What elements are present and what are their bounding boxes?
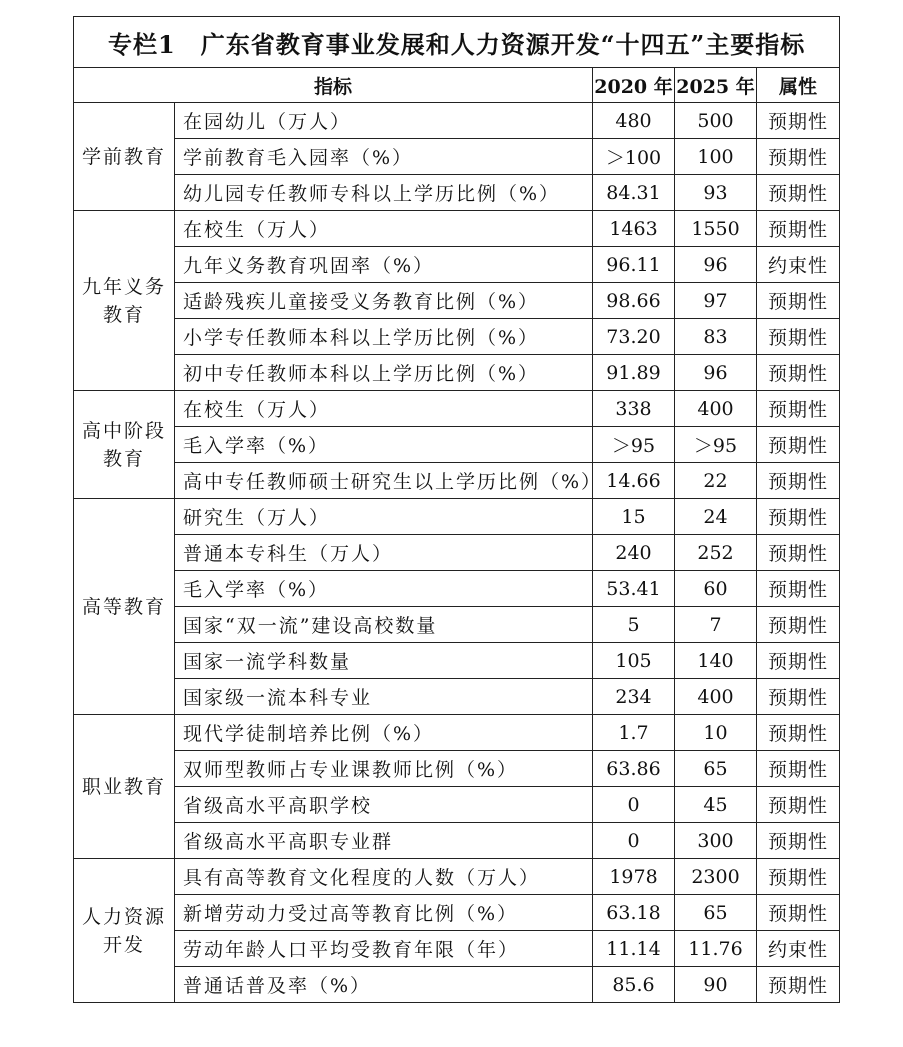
indicator-cell: 高中专任教师硕士研究生以上学历比例（%） [175, 463, 593, 499]
indicator-cell: 现代学徒制培养比例（%） [175, 715, 593, 751]
value-2025-cell: 2300 [675, 859, 757, 895]
property-cell: 预期性 [757, 391, 840, 427]
indicator-cell: 省级高水平高职学校 [175, 787, 593, 823]
indicator-cell: 新增劳动力受过高等教育比例（%） [175, 895, 593, 931]
value-2020-cell: ＞95 [593, 427, 675, 463]
property-cell: 预期性 [757, 499, 840, 535]
indicator-cell: 在校生（万人） [175, 391, 593, 427]
category-cell [74, 499, 175, 715]
property-cell: 预期性 [757, 787, 840, 823]
table-row [74, 427, 840, 463]
property-cell: 预期性 [757, 175, 840, 211]
property-cell: 预期性 [757, 751, 840, 787]
header-property: 属性 [757, 68, 840, 103]
value-2020-cell: 63.86 [593, 751, 675, 787]
property-cell: 约束性 [757, 931, 840, 967]
value-2020-cell: ＞100 [593, 139, 675, 175]
table-row [74, 679, 840, 715]
value-2025-cell: 93 [675, 175, 757, 211]
value-2025-cell: 100 [675, 139, 757, 175]
property-cell: 预期性 [757, 715, 840, 751]
property-cell: 约束性 [757, 247, 840, 283]
table-row [74, 211, 840, 247]
value-2025-cell: 65 [675, 895, 757, 931]
value-2020-cell: 5 [593, 607, 675, 643]
category-label: 人力资源开发 [82, 905, 167, 956]
table-row [74, 823, 840, 859]
table-row [74, 895, 840, 931]
table-row [74, 535, 840, 571]
category-label: 九年义务教育 [82, 275, 167, 326]
property-cell: 预期性 [757, 679, 840, 715]
indicator-cell: 学前教育毛入园率（%） [175, 139, 593, 175]
value-2020-cell: 15 [593, 499, 675, 535]
value-2025-cell: 83 [675, 319, 757, 355]
indicator-cell: 双师型教师占专业课教师比例（%） [175, 751, 593, 787]
indicator-cell: 国家“双一流”建设高校数量 [175, 607, 593, 643]
value-2025-cell: 252 [675, 535, 757, 571]
category-label: 职业教育 [81, 775, 166, 798]
category-cell [74, 715, 175, 859]
value-2020-cell: 14.66 [593, 463, 675, 499]
indicator-cell: 幼儿园专任教师专科以上学历比例（%） [175, 175, 593, 211]
value-2020-cell: 85.6 [593, 967, 675, 1003]
indicator-cell: 九年义务教育巩固率（%） [175, 247, 593, 283]
category-cell [74, 391, 175, 499]
property-cell: 预期性 [757, 427, 840, 463]
table-row [74, 571, 840, 607]
value-2025-cell: 400 [675, 679, 757, 715]
table-row [74, 283, 840, 319]
value-2025-cell: 300 [675, 823, 757, 859]
value-2020-cell: 91.89 [593, 355, 675, 391]
property-cell: 预期性 [757, 463, 840, 499]
property-cell: 预期性 [757, 103, 840, 139]
header-2025: 2025 年 [675, 68, 757, 103]
value-2025-cell: 500 [675, 103, 757, 139]
value-2020-cell: 63.18 [593, 895, 675, 931]
indicator-cell: 在园幼儿（万人） [175, 103, 593, 139]
property-cell: 预期性 [757, 283, 840, 319]
property-cell: 预期性 [757, 607, 840, 643]
table-body [74, 103, 840, 1003]
table-row [74, 967, 840, 1003]
value-2020-cell: 98.66 [593, 283, 675, 319]
table-row [74, 499, 840, 535]
value-2020-cell: 480 [593, 103, 675, 139]
value-2025-cell: 10 [675, 715, 757, 751]
property-cell: 预期性 [757, 823, 840, 859]
header-2020: 2020 年 [593, 68, 675, 103]
value-2020-cell: 96.11 [593, 247, 675, 283]
table-title: 专栏1 广东省教育事业发展和人力资源开发“十四五”主要指标 [74, 17, 840, 68]
table-row [74, 859, 840, 895]
indicator-table-document [73, 16, 839, 1003]
value-2025-cell: 140 [675, 643, 757, 679]
table-row [74, 751, 840, 787]
value-2025-cell: 1550 [675, 211, 757, 247]
table-row [74, 175, 840, 211]
value-2020-cell: 0 [593, 823, 675, 859]
value-2025-cell: ＞95 [675, 427, 757, 463]
value-2025-cell: 96 [675, 247, 757, 283]
property-cell: 预期性 [757, 895, 840, 931]
value-2025-cell: 24 [675, 499, 757, 535]
property-cell: 预期性 [757, 859, 840, 895]
value-2020-cell: 0 [593, 787, 675, 823]
indicator-cell: 在校生（万人） [175, 211, 593, 247]
table-row [74, 319, 840, 355]
indicator-cell: 毛入学率（%） [175, 571, 593, 607]
table-row [74, 463, 840, 499]
value-2025-cell: 45 [675, 787, 757, 823]
indicator-cell: 省级高水平高职专业群 [175, 823, 593, 859]
header-indicator: 指标 [74, 68, 593, 103]
indicator-cell: 具有高等教育文化程度的人数（万人） [175, 859, 593, 895]
category-cell [74, 103, 175, 211]
category-label: 学前教育 [81, 145, 166, 168]
category-cell [74, 211, 175, 391]
category-cell [74, 859, 175, 1003]
value-2020-cell: 240 [593, 535, 675, 571]
property-cell: 预期性 [757, 643, 840, 679]
table-row [74, 355, 840, 391]
indicator-cell: 初中专任教师本科以上学历比例（%） [175, 355, 593, 391]
property-cell: 预期性 [757, 571, 840, 607]
value-2025-cell: 22 [675, 463, 757, 499]
value-2025-cell: 65 [675, 751, 757, 787]
indicator-cell: 普通话普及率（%） [175, 967, 593, 1003]
value-2020-cell: 234 [593, 679, 675, 715]
table-row [74, 643, 840, 679]
value-2020-cell: 338 [593, 391, 675, 427]
indicator-cell: 小学专任教师本科以上学历比例（%） [175, 319, 593, 355]
category-label: 高中阶段教育 [82, 419, 167, 470]
value-2020-cell: 84.31 [593, 175, 675, 211]
value-2020-cell: 105 [593, 643, 675, 679]
value-2020-cell: 1.7 [593, 715, 675, 751]
table-row [74, 787, 840, 823]
indicator-cell: 毛入学率（%） [175, 427, 593, 463]
property-cell: 预期性 [757, 967, 840, 1003]
table-row [74, 139, 840, 175]
category-label: 高等教育 [81, 595, 166, 618]
property-cell: 预期性 [757, 535, 840, 571]
property-cell: 预期性 [757, 355, 840, 391]
table-row [74, 103, 840, 139]
indicator-cell: 国家级一流本科专业 [175, 679, 593, 715]
value-2025-cell: 60 [675, 571, 757, 607]
table-row [74, 607, 840, 643]
table-row [74, 247, 840, 283]
indicator-cell: 研究生（万人） [175, 499, 593, 535]
indicator-table [73, 16, 840, 1003]
property-cell: 预期性 [757, 211, 840, 247]
value-2020-cell: 11.14 [593, 931, 675, 967]
value-2025-cell: 7 [675, 607, 757, 643]
property-cell: 预期性 [757, 139, 840, 175]
value-2025-cell: 96 [675, 355, 757, 391]
indicator-cell: 适龄残疾儿童接受义务教育比例（%） [175, 283, 593, 319]
value-2025-cell: 400 [675, 391, 757, 427]
value-2020-cell: 1978 [593, 859, 675, 895]
indicator-cell: 劳动年龄人口平均受教育年限（年） [175, 931, 593, 967]
table-row [74, 715, 840, 751]
indicator-cell: 国家一流学科数量 [175, 643, 593, 679]
value-2025-cell: 97 [675, 283, 757, 319]
value-2020-cell: 1463 [593, 211, 675, 247]
property-cell: 预期性 [757, 319, 840, 355]
indicator-cell: 普通本专科生（万人） [175, 535, 593, 571]
value-2020-cell: 53.41 [593, 571, 675, 607]
value-2020-cell: 73.20 [593, 319, 675, 355]
table-row [74, 391, 840, 427]
value-2025-cell: 11.76 [675, 931, 757, 967]
table-row [74, 931, 840, 967]
value-2025-cell: 90 [675, 967, 757, 1003]
